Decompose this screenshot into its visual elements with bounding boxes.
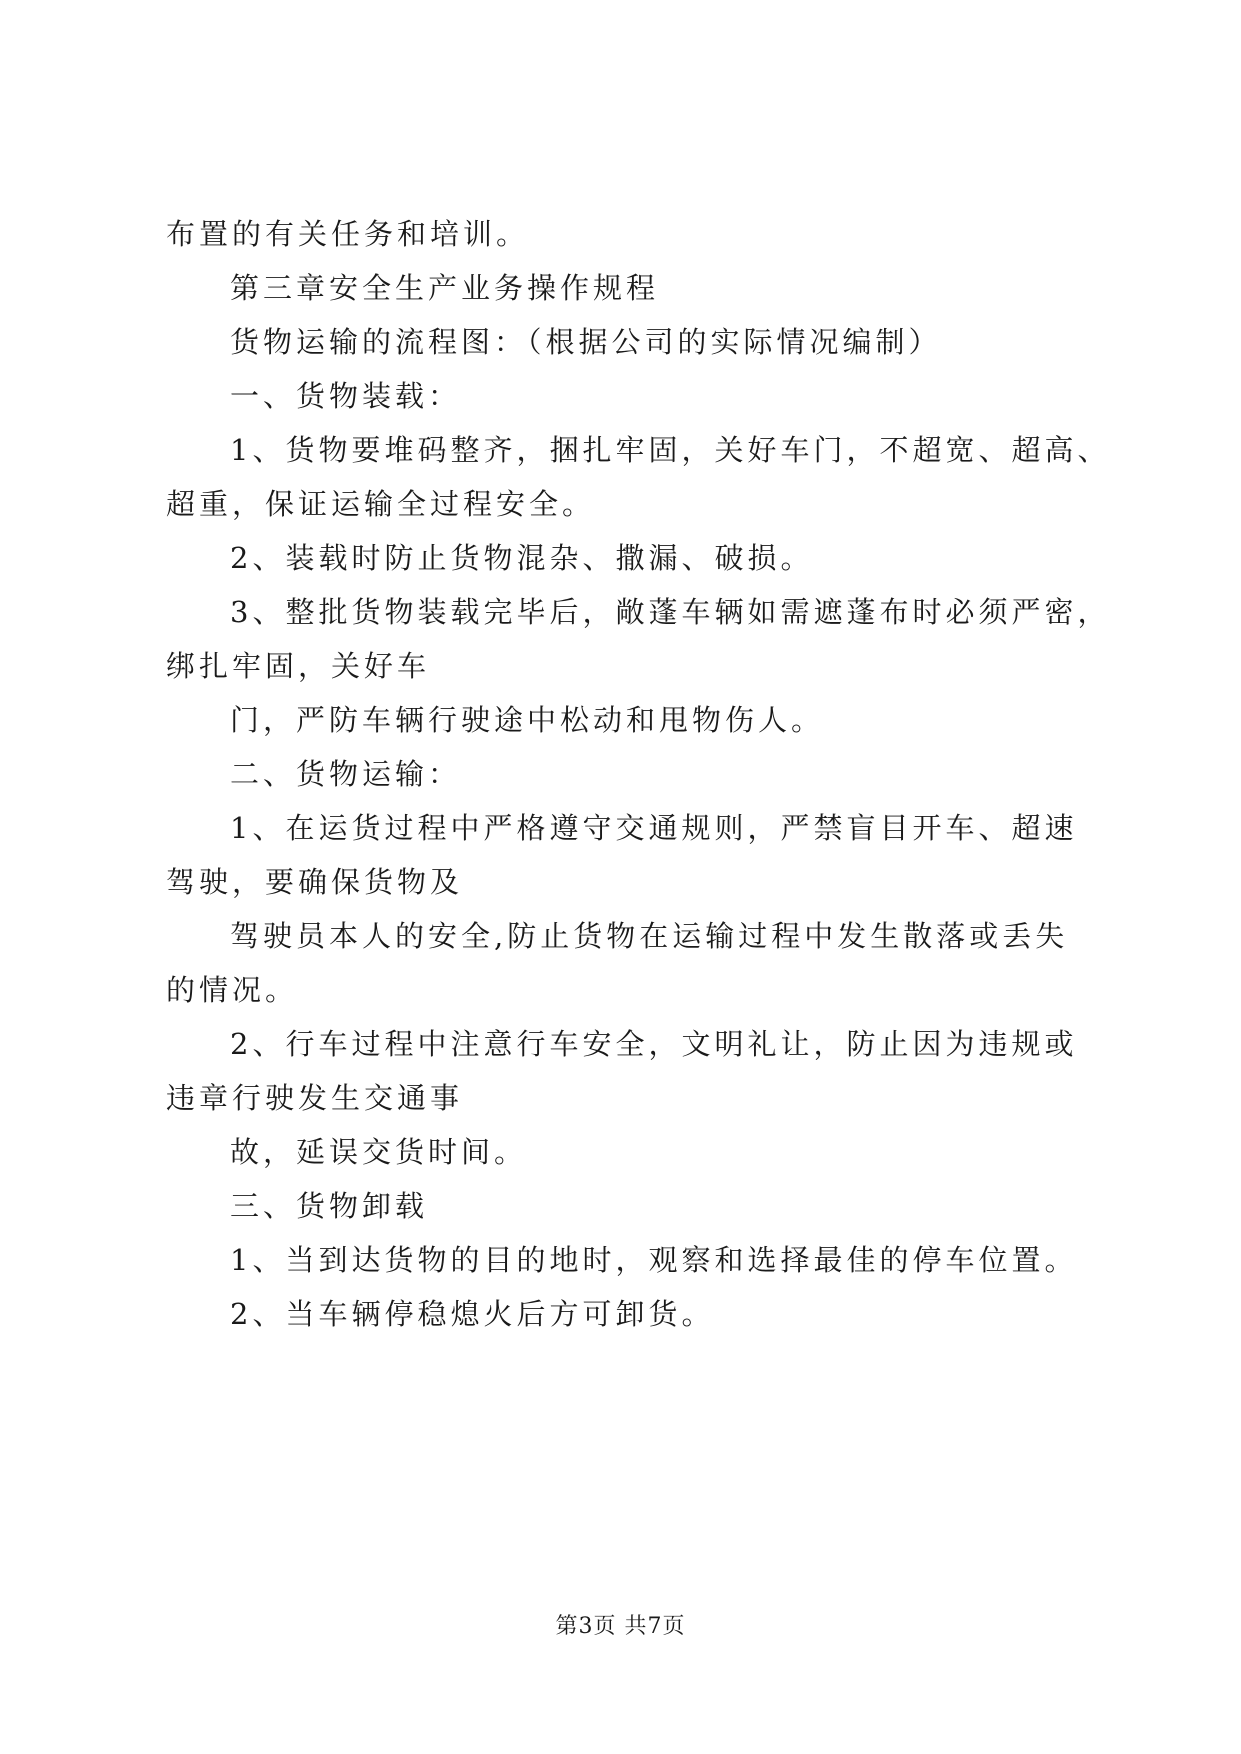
text-line: 1、货物要堆码整齐，捆扎牢固，关好车门，不超宽、超高、 bbox=[230, 433, 1111, 467]
chapter-heading: 第三章安全生产业务操作规程 bbox=[230, 271, 660, 305]
text-line: 违章行驶发生交通事 bbox=[166, 1081, 464, 1115]
text-line: 绑扎牢固，关好车 bbox=[166, 649, 431, 683]
section-heading: 三、货物卸载 bbox=[230, 1189, 429, 1223]
text-line: 1、当到达货物的目的地时，观察和选择最佳的停车位置。 bbox=[230, 1243, 1078, 1277]
text-line: 3、整批货物装载完毕后，敞蓬车辆如需遮蓬布时必须严密， bbox=[230, 595, 1111, 629]
text-line: 的情况。 bbox=[166, 973, 299, 1007]
text-line: 货物运输的流程图：（根据公司的实际情况编制） bbox=[230, 325, 942, 359]
text-line: 超重，保证运输全过程安全。 bbox=[166, 487, 596, 521]
text-line: 门，严防车辆行驶途中松动和甩物伤人。 bbox=[230, 703, 825, 737]
text-line: 1、在运货过程中严格遵守交通规则，严禁盲目开车、超速 bbox=[230, 811, 1078, 845]
page-footer: 第3页 共7页 bbox=[555, 1614, 686, 1639]
text-line: 2、装载时防止货物混杂、撒漏、破损。 bbox=[230, 541, 814, 575]
text-line: 驾驶员本人的安全,防止货物在运输过程中发生散落或丢失 bbox=[230, 919, 1069, 953]
text-line: 布置的有关任务和培训。 bbox=[166, 217, 530, 251]
text-line: 2、行车过程中注意行车安全，文明礼让，防止因为违规或 bbox=[230, 1027, 1078, 1061]
section-heading: 二、货物运输： bbox=[230, 757, 462, 791]
text-line: 故，延误交货时间。 bbox=[230, 1135, 528, 1169]
text-line: 驾驶，要确保货物及 bbox=[166, 865, 464, 899]
section-heading: 一、货物装载： bbox=[230, 379, 462, 413]
text-line: 2、当车辆停稳熄火后方可卸货。 bbox=[230, 1297, 715, 1331]
